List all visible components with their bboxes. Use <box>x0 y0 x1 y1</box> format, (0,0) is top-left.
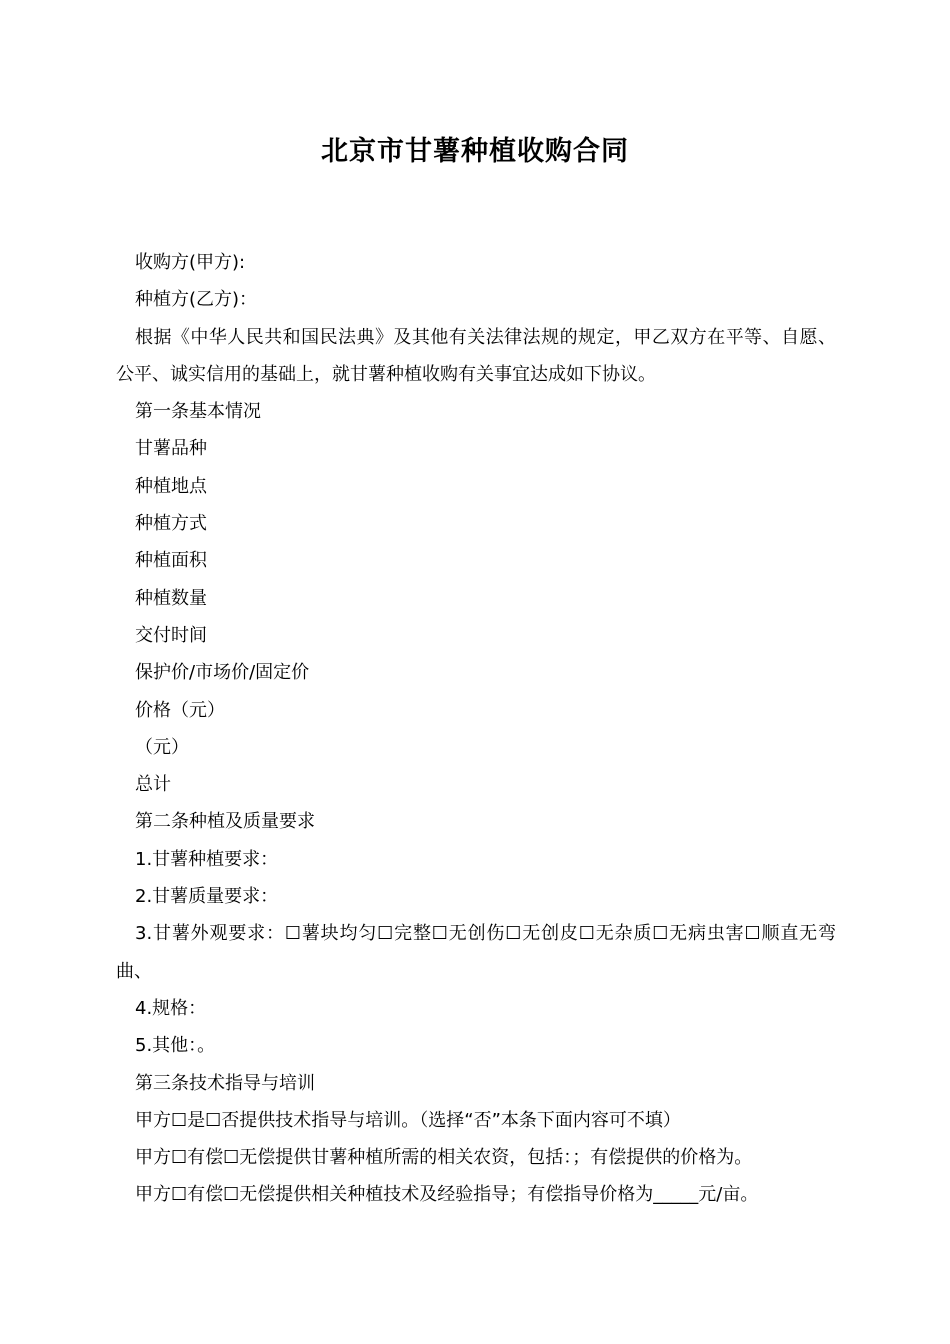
article-1-item: 种植面积 <box>135 550 207 572</box>
article-1-item: 交付时间 <box>135 624 207 646</box>
party-a-line: 收购方(甲方): <box>135 252 246 273</box>
document-body <box>116 244 836 1214</box>
article-3-heading: 第三条技术指导与培训 <box>135 1072 315 1094</box>
article-1-item: 种植方式 <box>135 513 207 535</box>
article-2-item-2: 2.甘薯质量要求： <box>135 886 279 908</box>
article-3-line-1: 甲方☐是☐否提供技术指导与培训。（选择“否”本条下面内容可不填） <box>135 1109 681 1131</box>
document-title: 北京市甘薯种植收购合同 <box>321 136 629 167</box>
article-1-item: 种植地点 <box>135 475 207 497</box>
article-2-item-1: 1.甘薯种植要求： <box>135 848 279 870</box>
article-1-item: 总计 <box>135 774 171 796</box>
article-3-line-3: 甲方☐有偿☐无偿提供相关种植技术及经验指导；有偿指导价格为_____元/亩。 <box>135 1184 759 1206</box>
article-1-item: （元） <box>135 736 189 758</box>
preamble-paragraph: 根据《中华人民共和国民法典》及其他有关法律法规的规定，甲乙双方在平等、自愿、公平、诚实信用的基础上，就甘薯种植收购有关事宜达成如下协议。 <box>116 326 836 385</box>
article-1-item: 种植数量 <box>135 587 207 609</box>
party-b-line: 种植方(乙方)： <box>135 289 258 311</box>
article-2-heading: 第二条种植及质量要求 <box>135 811 315 833</box>
article-1-heading: 第一条基本情况 <box>135 401 261 423</box>
article-1-item: 保护价/市场价/固定价 <box>135 662 310 684</box>
article-3-line-2: 甲方☐有偿☐无偿提供甘薯种植所需的相关农资，包括：；有偿提供的价格为。 <box>135 1147 753 1169</box>
article-2-item-3: 3.甘薯外观要求：☐薯块均匀☐完整☐无创伤☐无创皮☐无杂质☐无病虫害☐顺直无弯曲、 <box>116 923 836 982</box>
article-2-item-4: 4.规格： <box>135 997 207 1019</box>
article-2-item-5: 5.其他：。 <box>135 1035 216 1057</box>
article-1-item: 甘薯品种 <box>135 438 207 460</box>
article-1-item: 价格（元） <box>135 699 225 721</box>
